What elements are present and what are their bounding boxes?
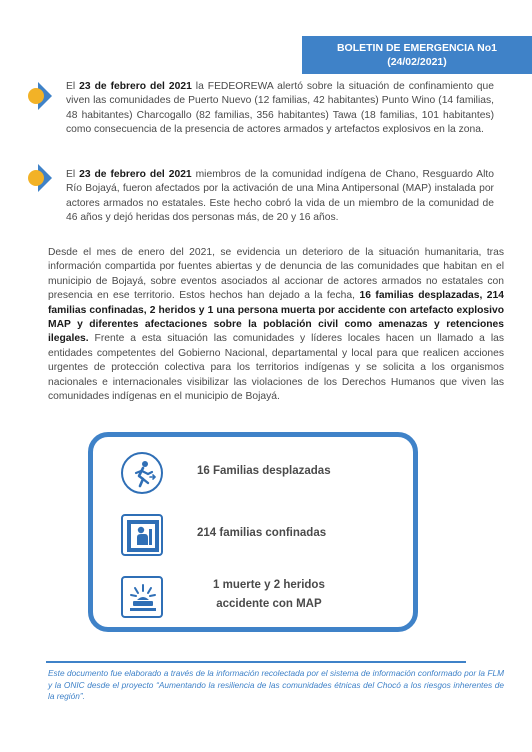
main-paragraph-part2: Frente a esta situación las comunidades y líderes locales hacen un llamado a las entidades competentes del Gobierno Nacional, departamental y local para que realicen acciones urgentes de protección colectiva para los territorios indígenas y se solicita a los organismos nacionales e internacionales visibilizar las violaciones de los Derechos Humanos que viven las comunidades indígenas en el municipio de Bojayá. (48, 333, 504, 403)
bullet-date-2: 23 de febrero del 2021 (79, 169, 192, 180)
main-paragraph-highlight: 16 familias desplazadas, 214 familias confinadas, 2 heridos y 1 una persona muerta por accidente con artefacto explosivo MAP y diferentes afectaciones sobre la población civil como amenazas y retenciones ilegales. (48, 290, 504, 345)
casualties-line-1: 1 muerte y 2 heridos (213, 579, 325, 591)
main-paragraph (48, 246, 504, 404)
confined-person-icon (121, 514, 163, 556)
landmine-icon (121, 576, 163, 618)
casualties-line-2: accidente con MAP (216, 598, 322, 610)
bulletin-header-banner (302, 36, 532, 74)
bullet-body-2: miembros de la comunidad indígena de Chano, Resguardo Alto Río Bojayá, fueron afectados por la activación de una Mina Antipersonal (MAP) instalada por actores armados no estatales. Este hecho cobró la vida de un miembro de la comunidad de 46 años y dejó heridas dos personas más, de 20 y 16 años. (66, 169, 494, 223)
dot-icon (28, 170, 44, 186)
running-person-icon (121, 452, 163, 494)
confined-families-label: 214 familias confinadas (197, 527, 327, 539)
casualties-label (213, 577, 325, 613)
summary-row-displaced (93, 447, 413, 507)
bullet-paragraph-2: El 23 de febrero del 2021 miembros de la comunidad indígena de Chano, Resguardo Alto Río Bojayá, fueron afectados por la activación de una Mina Antipersonal (MAP) instalada por actores armados no estatales. Este hecho cobró la vida de un miembro de la comunidad de 46 años y dejó heridas dos personas más, de 20 y 16 años. (66, 169, 494, 223)
bullet-paragraph-1: El 23 de febrero del 2021 la FEDEOREWA alertó sobre la situación de confinamiento que viven las comunidades de Puerto Nuevo (12 familias, 42 habitantes) Punto Wino (14 familias, 48 habitantes) Charcogallo (82 familias, 356 habitantes) Tawa (18 familias, 101 habitantes) como consecuencia de la presencia de actores armados y artefactos explosivos en la zona. (66, 81, 494, 135)
summary-row-confined (93, 509, 413, 569)
bulletin-title: BOLETIN DE EMERGENCIA No1 (336, 42, 498, 54)
summary-box (88, 432, 418, 632)
dot-icon (28, 88, 44, 104)
bulletin-date: (24/02/2021) (387, 56, 447, 68)
footer-divider (46, 661, 466, 663)
main-paragraph-part1: Desde el mes de enero del 2021, se evidencia un deterioro de la situación humanitaria, tras información compartida por fuentes abiertas y de denuncia de las comunidades que habitan en el municipio de Bojayá, sobre eventos asociados al accionar de actores armados no estatales con presencia en ese territorio. Estos hechos han dejado a la fecha, (48, 247, 504, 302)
bullet-body-1: la FEDEOREWA alertó sobre la situación de confinamiento que viven las comunidades de Puerto Nuevo (12 familias, 42 habitantes) Punto Wino (14 familias, 48 habitantes) Charcogallo (82 familias, 356 habitantes) Tawa (18 familias, 101 habitantes) como consecuencia de la presencia de actores armados y artefactos explosivos en la zona. (66, 81, 494, 135)
bullet-date-1: 23 de febrero del 2021 (79, 81, 192, 92)
summary-row-casualties (93, 571, 413, 631)
footer-note: Este documento fue elaborado a través de la información recolectada por el sistema de información conformado por la FLM y la ONIC desde el proyecto “Aumentando la resiliencia de las comunidades étnicas del Chocó a los riesgos inherentes de la región”. (48, 668, 504, 702)
displaced-families-label: 16 Familias desplazadas (197, 465, 331, 477)
